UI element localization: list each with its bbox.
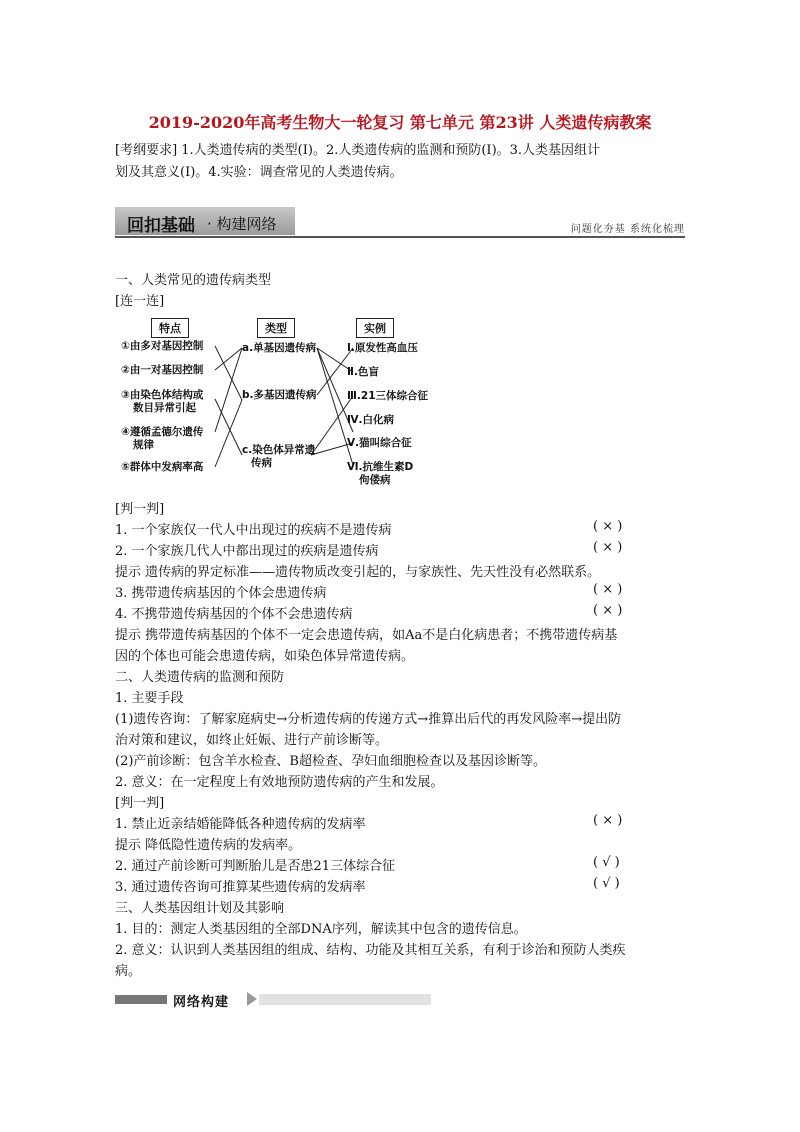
judge-mark-3: ( × ) — [593, 582, 623, 597]
matching-diagram — [115, 315, 429, 490]
hint-2-line-1: 提示 携带遗传病基因的个体不一定会患遗传病，如Aa不是白化病患者；不携带遗传病基 — [115, 628, 618, 643]
hint-2-line-2: 因的个体也可能会患遗传病，如染色体异常遗传病。 — [115, 649, 415, 664]
network-banner-label: 网络构建 — [173, 995, 230, 1010]
header-examples: 实例 — [356, 318, 394, 338]
judge2-item-1: 1. 禁止近亲结婚能降低各种遗传病的发病率 — [115, 817, 366, 832]
type-a: a.单基因遗传病 — [242, 342, 317, 354]
feature-3: ③由染色体结构或 — [121, 389, 204, 401]
genome-meaning-line-1: 2. 意义：认识到人类基因组的组成、结构、功能及其相互关系，有利于诊治和预防人类疾 — [115, 943, 626, 958]
judge2-mark-1: ( × ) — [593, 813, 623, 828]
judge-item-4: 4. 不携带遗传病基因的个体不会患遗传病 — [115, 607, 353, 622]
example-4: Ⅳ.白化病 — [347, 414, 395, 426]
judge-mark-2: ( × ) — [593, 540, 623, 555]
significance: 2. 意义：在一定程度上有效地预防遗传病的产生和发展。 — [115, 775, 444, 790]
requirements-line-1: [考纲要求] 1.人类遗传病的类型(Ⅰ)。2.人类遗传病的监测和预防(Ⅰ)。3.人类基因组计 — [115, 143, 601, 158]
type-c: c.染色体异常遗 — [242, 444, 316, 456]
feature-5: ⑤群体中发病率高 — [121, 461, 204, 473]
type-b: b.多基因遗传病 — [242, 389, 317, 401]
section-2-heading: 二、人类遗传病的监测和预防 — [115, 670, 285, 685]
requirements-line-2: 划及其意义(Ⅰ)。4.实验：调查常见的人类遗传病。 — [115, 165, 403, 180]
feature-4-cont: 规律 — [133, 439, 154, 451]
judge-item-1: 1. 一个家族仅一代人中出现过的疾病不是遗传病 — [115, 523, 392, 538]
judge-label-2: [判一判] — [115, 796, 165, 811]
exam-requirements — [115, 140, 695, 184]
feature-1: ①由多对基因控制 — [121, 340, 204, 352]
header-types: 类型 — [257, 318, 295, 338]
network-banner — [115, 992, 431, 1010]
banner-title: 回扣基础 — [127, 216, 195, 236]
example-1: Ⅰ.原发性高血压 — [347, 342, 418, 354]
type-c-cont: 传病 — [251, 457, 272, 469]
main-means: 1. 主要手段 — [115, 691, 184, 706]
judge2-hint: 提示 降低隐性遗传病的发病率。 — [115, 838, 302, 853]
judge2-item-3: 3. 通过遗传咨询可推算某些遗传病的发病率 — [115, 880, 366, 895]
judge-label-1: [判一判] — [115, 502, 165, 517]
means-2: (2)产前诊断：包含羊水检查、B超检查、孕妇血细胞检查以及基因诊断等。 — [115, 754, 546, 769]
means-1-line-1: (1)遗传咨询：了解家庭病史→分析遗传病的传递方式→推算出后代的再发风险率→提出防 — [115, 712, 622, 727]
judge2-mark-3: ( √ ) — [593, 876, 620, 891]
banner-rule — [115, 236, 685, 238]
judge-mark-1: ( × ) — [593, 519, 623, 534]
section-banner — [115, 207, 685, 240]
hint-1: 提示 遗传病的界定标准——遗传物质改变引起的，与家族性、先天性没有必然联系。 — [115, 565, 601, 580]
genome-goal: 1. 目的：测定人类基因组的全部DNA序列，解读其中包含的遗传信息。 — [115, 922, 527, 937]
judge2-item-2: 2. 通过产前诊断可判断胎儿是否患21三体综合征 — [115, 859, 396, 874]
section-1-heading: 一、人类常见的遗传病类型 — [115, 273, 272, 288]
banner-subtitle: · 构建网络 — [207, 215, 277, 233]
example-2: Ⅱ.色盲 — [347, 366, 379, 378]
judge-mark-4: ( × ) — [593, 603, 623, 618]
judge2-mark-2: ( √ ) — [593, 855, 620, 870]
network-banner-tail — [259, 994, 431, 1005]
connect-label: [连一连] — [115, 294, 165, 309]
feature-4: ④遵循孟德尔遗传 — [121, 426, 204, 438]
network-banner-arrow-icon — [247, 992, 257, 1006]
example-5: Ⅴ.猫叫综合征 — [347, 437, 412, 449]
example-6: Ⅵ.抗维生素D — [347, 461, 414, 473]
example-6-cont: 佝偻病 — [359, 474, 391, 486]
judge-item-2: 2. 一个家族几代人中都出现过的疾病是遗传病 — [115, 544, 379, 559]
feature-2: ②由一对基因控制 — [121, 364, 204, 376]
genome-meaning-line-2: 病。 — [115, 964, 142, 979]
header-features: 特点 — [151, 318, 189, 338]
banner-right-text: 问题化夯基 系统化梳理 — [570, 224, 685, 235]
means-1-line-2: 治对策和建议，如终止妊娠、进行产前诊断等。 — [115, 733, 389, 748]
network-banner-bar — [115, 995, 167, 1004]
section-3-heading: 三、人类基因组计划及其影响 — [115, 901, 285, 916]
feature-3-cont: 数目异常引起 — [133, 402, 196, 414]
example-3: Ⅲ.21三体综合征 — [347, 390, 429, 402]
document-title: 2019-2020年高考生物大一轮复习 第七单元 第23讲 人类遗传病教案 — [148, 113, 652, 132]
judge-item-3: 3. 携带遗传病基因的个体会患遗传病 — [115, 586, 327, 601]
